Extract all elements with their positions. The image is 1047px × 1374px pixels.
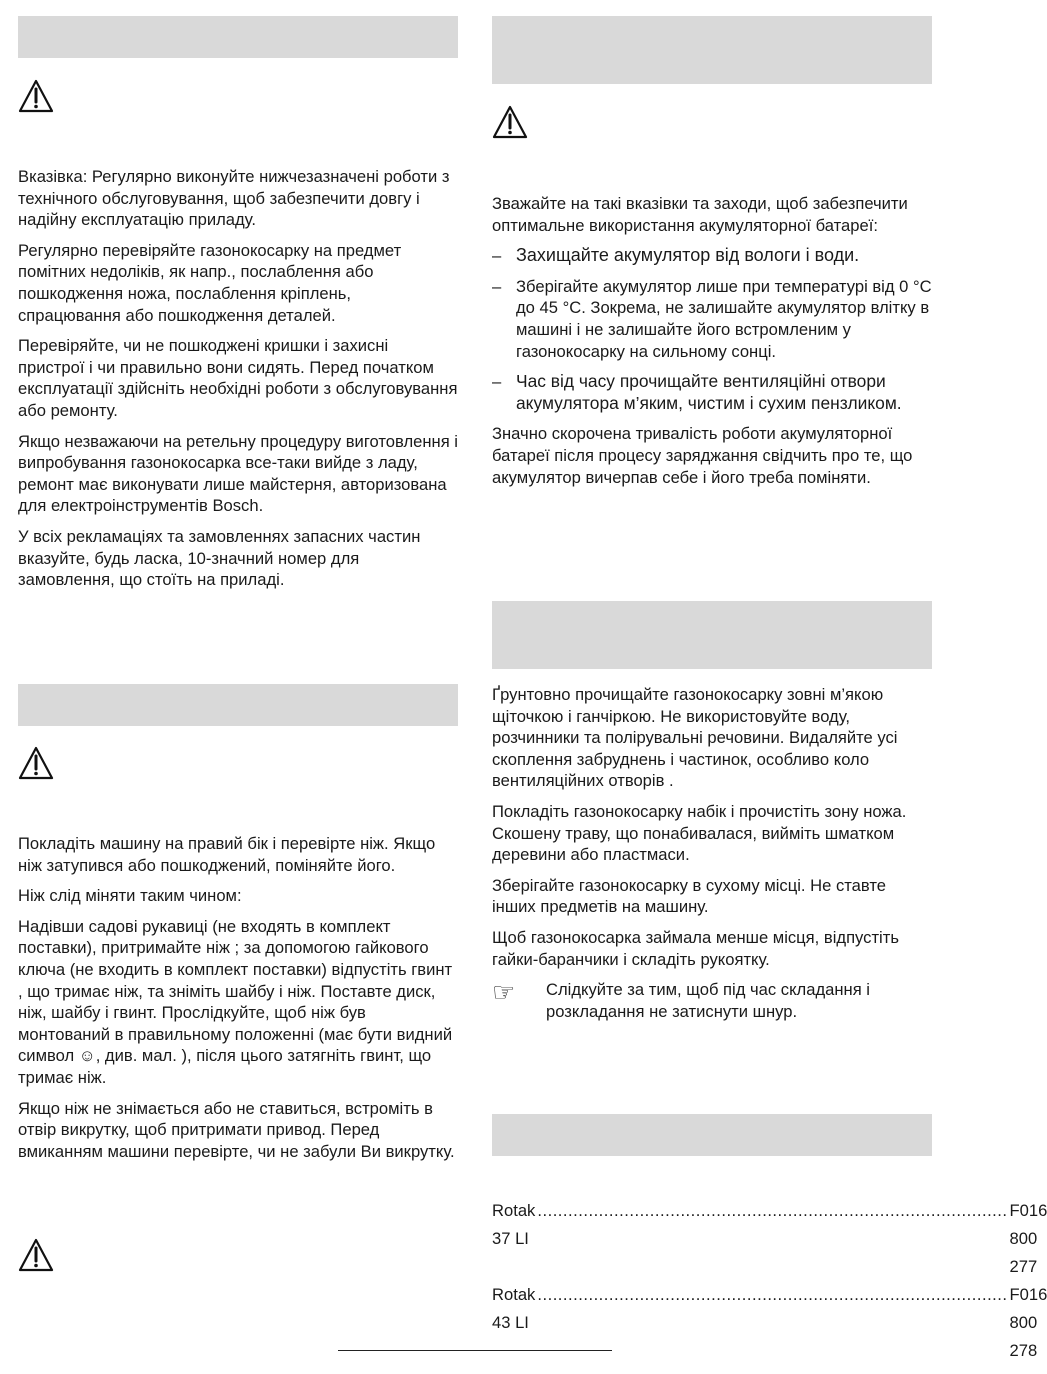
battery-list-item xyxy=(492,245,932,267)
accessory-number: F016 800 277 xyxy=(1009,1201,1047,1276)
warning-triangle-icon xyxy=(18,1238,54,1272)
maintenance-text xyxy=(18,166,458,600)
maintenance-paragraph: Регулярно перевіряйте газонокосарку на предмет помітних недоліків, як напр., послаблення або пошкодження ножа, послаблення кріплень, спрацювання або пошкодження деталей. xyxy=(18,240,402,325)
section-heading-bar-maintenance xyxy=(18,16,458,58)
maintenance-paragraph: Перевіряйте, чи не пошкоджені кришки і захисні пристрої і чи правильно вони сидять. Перед початком експлуатації здійсніть необхідні роботи з обслуговування або ремонту. xyxy=(18,336,458,420)
cleaning-text xyxy=(492,684,932,1022)
warning-triangle-icon xyxy=(18,746,54,780)
accessories-list xyxy=(492,1197,1047,1365)
battery-intro: Зважайте на такі вказівки та заходи, щоб забезпечити оптимальне використання акумуляторної батареї: xyxy=(492,194,908,235)
section-heading-bar-accessories xyxy=(492,1114,932,1156)
blade-paragraph: Покладіть машину на правий бік і перевірте ніж. Якщо ніж затупився або пошкоджений, поміняйте його. xyxy=(18,834,436,875)
dash-bullet: – xyxy=(492,372,502,392)
cleaning-paragraph: Щоб газонокосарка займала менше місця, відпустіть гайки-баранчики і складіть рукоятку. xyxy=(492,927,899,969)
pointing-hand-icon: ☞ xyxy=(492,977,516,1008)
maintenance-paragraph: Вказівка: Регулярно виконуйте нижчезазначені роботи з технічного обслуговування, щоб забезпечити довгу і надійну експлуатацію приладу. xyxy=(18,167,450,230)
accessory-model: Rotak 43 LI xyxy=(492,1285,536,1332)
dash-bullet: – xyxy=(492,246,502,266)
battery-list-item xyxy=(492,276,932,362)
cleaning-note-text: Слідкуйте за тим, щоб під час складання і розкладання не затиснути шнур. xyxy=(546,980,870,1021)
warning-triangle-icon xyxy=(492,105,528,139)
blade-paragraph: Надівши садові рукавиці (не входять в комплект поставки), притримайте ніж ; за допомогою гайкового ключа (не входить в комплект поставки) відпустіть гвинт , що тримає ніж, та зніміть шайбу і ніж. Поставте диск, ніж, шайбу і гвинт. Прослідкуйте, щоб ніж був монтований в правильному положенні (має бути видний символ ☺, див. мал. ), після цього затягніть гвинт, що тримає ніж. xyxy=(18,916,453,1087)
cleaning-paragraph: Покладіть газонокосарку набік і прочистіть зону ножа. Скошену траву, що понабивалася, вийміть шматком деревини або пластмаси. xyxy=(492,801,907,865)
section-heading-bar-cleaning xyxy=(492,601,932,669)
section-heading-bar-battery xyxy=(492,16,932,84)
section-heading-bar-blade xyxy=(18,684,458,726)
blade-paragraph: Якщо ніж не знімається або не ставиться, встроміть в отвір викрутку, щоб притримати привод. Перед вмиканням машини перевірте, чи не забули Ви викрутку. xyxy=(18,1098,455,1161)
cleaning-note xyxy=(492,979,932,1022)
battery-list-item-text: Зберігайте акумулятор лише при температурі від 0 °C до 45 °C. Зокрема, не залишайте акумулятор влітку в машині і не залишайте його встромленим у газонокосарку на сильному сонці. xyxy=(516,276,932,361)
dash-bullet: – xyxy=(492,276,502,296)
battery-outro: Значно скорочена тривалість роботи акумуляторної батареї після процесу заряджання свідчить про те, що акумулятор вичерпав себе і його треба поміняти. xyxy=(492,424,913,487)
warning-triangle-icon xyxy=(18,79,54,113)
leader-dots: ............................................................................................ xyxy=(537,1201,1008,1220)
blade-text xyxy=(18,833,458,1171)
maintenance-paragraph: У всіх рекламаціях та замовленнях запасних частин вказуйте, будь ласка, 10-значний номер для замовлення, що стоїть на приладі. xyxy=(18,526,421,590)
accessory-row xyxy=(492,1281,1047,1365)
battery-list-item-text: Захищайте акумулятор від вологи і води. xyxy=(516,245,860,266)
battery-list-item-text: Час від часу прочищайте вентиляційні отвори акумулятора м’яким, чистим і сухим пензликом. xyxy=(516,371,902,413)
accessory-model: Rotak 37 LI xyxy=(492,1201,536,1248)
battery-list-item xyxy=(492,371,932,414)
accessory-row xyxy=(492,1197,1047,1281)
leader-dots: ............................................................................................ xyxy=(537,1285,1008,1304)
maintenance-paragraph: Якщо незважаючи на ретельну процедуру виготовлення і випробування газонокосарка все-таки вийде з ладу, ремонт має виконувати лише майстерня, авторизована для електроінструментів Bosch. xyxy=(18,431,458,516)
footer-rule xyxy=(338,1350,612,1351)
accessory-number: F016 800 278 xyxy=(1009,1285,1047,1360)
cleaning-paragraph: Зберігайте газонокосарку в сухому місці. Не ставте інших предметів на машину. xyxy=(492,875,886,917)
battery-text xyxy=(492,193,932,497)
cleaning-paragraph: Ґрунтовно прочищайте газонокосарку зовні м’якою щіточкою і ганчіркою. Не використовуйте воду, розчинники та полірувальні речовини. Видаляйте усі скоплення забруднень і частинок, особливо коло вентиляційних отворів . xyxy=(492,685,898,791)
blade-paragraph: Ніж слід міняти таким чином: xyxy=(18,886,242,906)
